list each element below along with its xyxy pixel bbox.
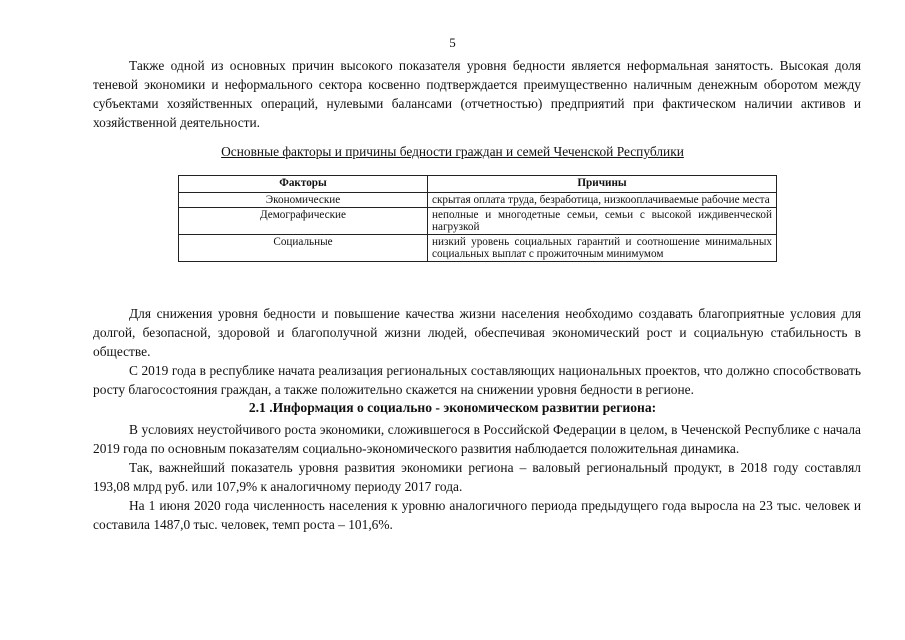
paragraph-informal-employment: Также одной из основных причин высокого показателя уровня бедности является неформальная занятость. Высокая доля теневой экономики и неформального сектора косвенно подтверждается преимущественно наличным денежным оборотом между субъектами хозяйственных операций, нулевыми балансами (отчетностью) предприятий при фактическом наличии активов и хозяйственной деятельности.	[93, 58, 861, 130]
table-row	[179, 208, 777, 235]
table-cell-reason: неполные и многодетные семьи, семьи с высокой иждивенческой нагрузкой	[428, 208, 777, 235]
paragraph-positive-dynamics: В условиях неустойчивого роста экономики, сложившегося в Российской Федерации в целом, в Чеченской Республике с начала 2019 года по основным показателям социально-экономического развития наблюдается положительная динамика.	[93, 422, 861, 456]
table-cell-reason: низкий уровень социальных гарантий и соотношение минимальных социальных выплат с прожиточным минимумом	[428, 235, 777, 262]
paragraph-population: На 1 июня 2020 года численность населения к уровню аналогичного периода предыдущего года выросла на 23 тыс. человек и составила 1487,0 тыс. человек, темп роста – 101,6%.	[93, 498, 861, 532]
table-row	[179, 193, 777, 208]
section-heading: 2.1 .Информация о социально - экономическом развитии региона:	[248, 400, 657, 415]
economic-section	[93, 420, 861, 534]
table-header-factors: Факторы	[179, 176, 428, 193]
measures-section	[93, 304, 861, 399]
paragraph-grp: Так, важнейший показатель уровня развития экономики региона – валовый региональный продукт, в 2018 году составлял 193,08 млрд руб. или 107,9% к аналогичному периоду 2017 года.	[93, 460, 861, 494]
paragraph-poverty-reduction: Для снижения уровня бедности и повышение качества жизни населения необходимо создавать благоприятные условия для долгой, безопасной, здоровой и благополучной жизни людей, обеспечивая экономический рост и социальную стабильность в обществе.	[93, 306, 861, 359]
table-header-reasons: Причины	[428, 176, 777, 193]
paragraph-national-projects: С 2019 года в республике начата реализация региональных составляющих национальных проектов, что должно способствовать росту благосостояния граждан, а также положительно скажется на снижении уровня бедности в регионе.	[93, 363, 861, 397]
table-cell-factor: Демографические	[179, 208, 428, 235]
table-header-row	[179, 176, 777, 193]
table-cell-factor: Социальные	[179, 235, 428, 262]
page-number: 5	[449, 35, 456, 50]
table-cell-factor: Экономические	[179, 193, 428, 208]
poverty-factors-table	[178, 175, 777, 262]
intro-section	[93, 56, 861, 132]
table-title: Основные факторы и причины бедности граждан и семей Чеченской Республики	[221, 144, 684, 159]
table-cell-reason: скрытая оплата труда, безработица, низкооплачиваемые рабочие места	[428, 193, 777, 208]
table-row	[179, 235, 777, 262]
